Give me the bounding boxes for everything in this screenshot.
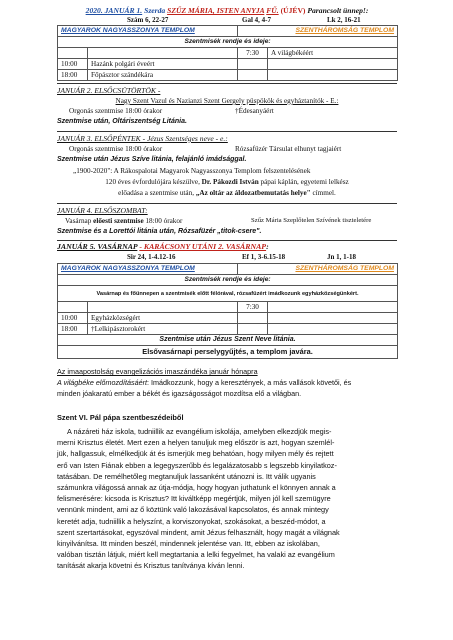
- intention-cell: †Lelkipásztorokért: [88, 324, 238, 335]
- jan1-reading-3: Lk 2, 16-21: [327, 16, 361, 24]
- time-cell: 10:00: [58, 313, 88, 324]
- jan4-intent: Szűz Mária Szeplőtelen Szívének tiszteletére: [251, 217, 372, 224]
- jan3-mass: Orgonás szentmise 18:00 órakor: [69, 145, 163, 153]
- prayer-label: A világbéke előmozdításáért: [57, 378, 148, 387]
- text: pápai káplán, egyetemi lelkész: [258, 178, 349, 186]
- text: 18:00 órakor: [143, 217, 183, 225]
- lecturer-name: Dr. Pákozdi István: [201, 178, 259, 186]
- paragraph-line: vennünk mindent, ami az ő köztünk való lakozásával kapcsolatos, és annak mintegy: [57, 505, 329, 515]
- empty-cell: [88, 48, 238, 59]
- prayer-line-1: [57, 378, 397, 387]
- table-row: [58, 302, 398, 313]
- church-2-label: SZENTHÁROMSÁG TEMPLOM: [238, 264, 398, 275]
- empty-cell: [58, 302, 88, 313]
- paragraph-line: jük, hallgassuk, elmélkedjük át és ismerjük meg behatóan, hogy milyen mély és rejtett: [57, 449, 334, 459]
- jan5-after: Szentmise után Jézus Szent Neve litánia.: [58, 335, 398, 346]
- intention-cell: Főpásztor szándékára: [88, 70, 238, 81]
- table-row: [58, 335, 398, 346]
- paragraph-line: felismerésére: kicsoda is Krisztus? Itt kiváltképp megértjük, milyen jól kell szemügyre: [57, 494, 331, 504]
- jan3-lecture-line-1: „1900-2020": A Rákospalotai Magyarok Nagyasszonya Templom felszentelésének: [73, 167, 311, 175]
- text: előesti szentmise: [93, 217, 144, 225]
- paragraph-line: tanítását akarja követni és Krisztus tanítványa kíván lenni.: [57, 561, 245, 571]
- jan5-title: JANUÁR 5. VASÁRNAP: [57, 242, 138, 251]
- jan3-lecture-line-2: [57, 178, 397, 186]
- jan5-reading-3: Jn 1, 1-18: [327, 253, 356, 261]
- jan1-obligation: Parancsolt ünnep!:: [307, 6, 369, 15]
- jan1-schedule-table: [57, 25, 398, 81]
- jan5-schedule-table: [57, 263, 398, 359]
- jan1-reading-1: Szám 6, 22-27: [127, 16, 169, 24]
- empty-cell: [238, 324, 268, 335]
- jan2-mass: Orgonás szentmise 18:00 órakor: [69, 107, 163, 115]
- jan3-intent: Rózsafüzér Társulat elhunyt tagjaiért: [235, 145, 342, 153]
- jan2-after: Szentmise után, Oltáriszentség Litánia.: [57, 118, 187, 125]
- church-1-label: MAGYAROK NAGYASSZONYA TEMPLOM: [58, 264, 238, 275]
- text: 120 éves évfordulójára készülve,: [105, 178, 202, 186]
- paragraph-line: számunkra világossá annak az útja-módja, hogy hogyan juthatunk el könnyen annak a: [57, 483, 336, 493]
- paragraph-line: kinyilvánítsa. Itt minden beszél, mindennek jelentése van. Itt, ebben az iskolában,: [57, 539, 320, 549]
- empty-cell: [268, 70, 398, 81]
- paragraph-line: merni Krisztus életét. Mert ezen a helyen tanuljuk meg először is azt, hogyan szemlél-: [57, 438, 335, 448]
- text: Rózsafüzér „titok-csere".: [177, 228, 262, 235]
- jan2-saints: Nagy Szent Vazul és Nazianzi Szent Gergely püspökök és egyháztanítók - E.:: [115, 97, 339, 105]
- text: Vasárnap: [65, 217, 94, 225]
- jan5-collection: Elsővasárnapi perselygyűjtés, a templom javára.: [58, 346, 398, 359]
- divider: [57, 240, 397, 241]
- intention-cell: A világbékéért: [268, 48, 398, 59]
- table-row: [58, 286, 398, 302]
- lecture-title: „Az oltár az áldozatbemutatás helye": [195, 189, 311, 197]
- table-row: [58, 264, 398, 275]
- pope-paragraph: [57, 426, 397, 572]
- jan1-day: Szerda: [144, 6, 166, 15]
- prayer-line-2: minden jóakaratú ember a békét és igazságosságot mozdítsa elő a világban.: [57, 389, 302, 398]
- divider: [57, 203, 397, 204]
- church-1-label: MAGYAROK NAGYASSZONYA TEMPLOM: [58, 26, 238, 37]
- empty-cell: [238, 59, 268, 70]
- table-row: [58, 48, 398, 59]
- jan3-lecture-line-3: [57, 189, 397, 197]
- divider: [57, 131, 397, 132]
- paragraph-line: keretét adja, tudniillik a helyszínt, a korviszonyokat, szokásokat, a beszéd-módot, a: [57, 516, 326, 526]
- mass-header: Szentmisék rendje és ideje:: [58, 37, 398, 48]
- jan1-newyear: (ÚJÉV): [280, 6, 306, 15]
- empty-cell: [238, 70, 268, 81]
- jan3-title: JANUÁR 3. ELSŐPÉNTEK - Jézus Szentséges neve - e.:: [57, 134, 228, 143]
- empty-cell: [268, 324, 398, 335]
- empty-cell: [268, 302, 398, 313]
- jan5-title-row: [57, 242, 397, 251]
- jan4-after: [57, 228, 397, 235]
- time-cell: 7:30: [238, 302, 268, 313]
- jan1-rank: FŰ.: [266, 6, 279, 15]
- pope-title: Szent VI. Pál pápa szentbeszédeiből: [57, 413, 184, 422]
- intention-cell: Hazánk polgári éveért: [88, 59, 238, 70]
- jan4-title: JANUÁR 4. ELSŐSZOMBAT:: [57, 206, 148, 215]
- table-row: [58, 275, 398, 286]
- jan3-after: Szentmise után Jézus Szíve litánia, felajánló imádsággal.: [57, 156, 247, 163]
- jan4-mass: [65, 217, 182, 225]
- paragraph-line: tatásában. De remélhetőleg megtanuljuk lassanként utánozni is. Itt válik ugyanis: [57, 471, 316, 481]
- table-row: [58, 70, 398, 81]
- time-cell: 18:00: [58, 324, 88, 335]
- rosary-notice: Vasárnap és főünnepen a szentmisék előtt félórával, rózsafüzért imádkozunk egyházközségünkért.: [58, 286, 398, 302]
- table-row: [58, 26, 398, 37]
- jan1-reading-2: Gal 4, 4-7: [242, 16, 271, 24]
- jan1-header: [57, 6, 397, 15]
- jan5-reading-2: Ef 1, 3-6.15-18: [242, 253, 286, 261]
- jan5-reading-1: Sir 24, 1-4.12-16: [127, 253, 176, 261]
- text: :: [266, 242, 269, 251]
- table-row: [58, 313, 398, 324]
- prayer-text: : Imádkozzunk, hogy a keresztények, a más vallások követői, és: [147, 378, 352, 387]
- mass-header: Szentmisék rendje és ideje:: [58, 275, 398, 286]
- table-row: [58, 324, 398, 335]
- jan2-title: JANUÁR 2. ELSŐCSÜTÖRTÖK -: [57, 86, 161, 95]
- paragraph-line: A názáreti ház iskola, tudniillik az evangélium iskolája, amelyben elkezdjük megis-: [67, 427, 332, 436]
- paragraph-line: erő van Isten Fiának ebben a legegyszerűbb és legalázatosabb s legszebb kinyilatkoz-: [57, 460, 337, 470]
- divider: [57, 83, 397, 84]
- intention-cell: Egyházközségért: [88, 313, 238, 324]
- time-cell: 7:30: [238, 48, 268, 59]
- church-2-label: SZENTHÁROMSÁG TEMPLOM: [238, 26, 398, 37]
- paragraph-line: szent szertartásokat, egyszóval mindent, amit Jézus felhasznált, hogy magát a világnak: [57, 527, 340, 537]
- empty-cell: [268, 313, 398, 324]
- jan2-intent: †Édesanyáért: [235, 107, 274, 115]
- time-cell: 18:00: [58, 70, 88, 81]
- time-cell: 10:00: [58, 59, 88, 70]
- jan5-feast: - KARÁCSONY UTÁNI 2. VASÁRNAP: [139, 242, 267, 251]
- table-row: [58, 346, 398, 359]
- table-row: [58, 37, 398, 48]
- text: címmel.: [310, 189, 336, 197]
- empty-cell: [88, 302, 238, 313]
- prayer-title: Az imaapostolság evangelizációs imaszándéka január hónapra: [57, 367, 258, 376]
- jan1-feast: SZŰZ MÁRIA, ISTEN ANYJA: [167, 6, 265, 15]
- jan1-date: 2020. JANUÁR 1.: [85, 6, 143, 15]
- empty-cell: [238, 313, 268, 324]
- text: előadása a szentmise után,: [118, 189, 196, 197]
- text: Szentmise és a Lorettói litánia után,: [57, 228, 178, 235]
- empty-cell: [58, 48, 88, 59]
- paragraph-line: valóban tisztán látjuk, miért kell megtartania a lelki fegyelmet, ha valaki az evangélium: [57, 550, 335, 560]
- table-row: [58, 59, 398, 70]
- empty-cell: [268, 59, 398, 70]
